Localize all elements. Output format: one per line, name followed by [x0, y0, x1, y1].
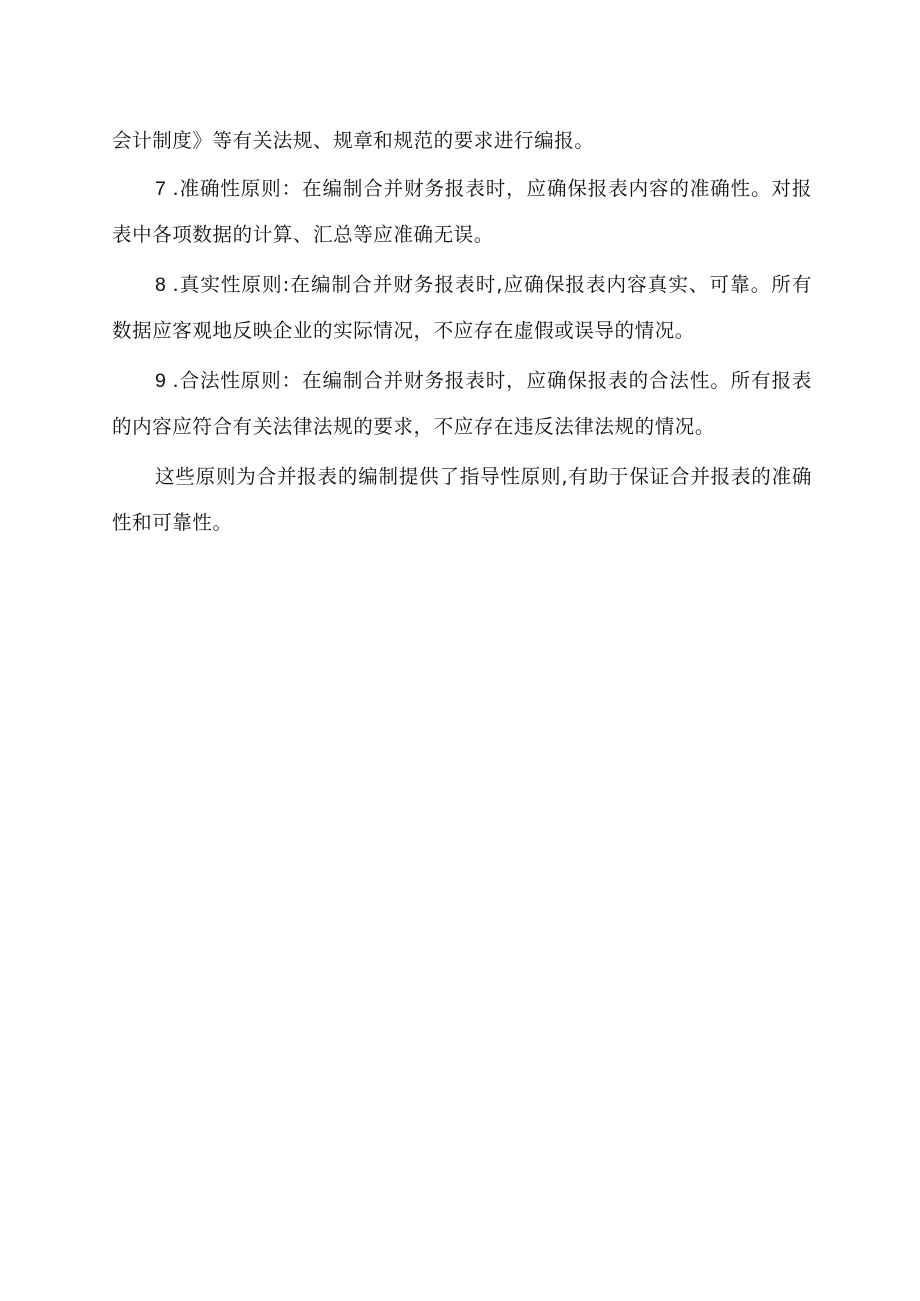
list-number: 8 — [155, 274, 167, 296]
list-number: 7 — [155, 178, 167, 200]
paragraph-text: .真实性原则:在编制合并财务报表时,应确保报表内容真实、可靠。所有数据应客观地反映企业的实际情况，不应存在虚假或误导的情况。 — [112, 273, 812, 342]
paragraph-summary — [112, 454, 812, 546]
list-number: 9 — [155, 370, 167, 392]
paragraph-text: .合法性原则：在编制合并财务报表时，应确保报表的合法性。所有报表的内容应符合有关法律法规的要求，不应存在违反法律法规的情况。 — [112, 369, 812, 438]
paragraph-continuation — [112, 118, 812, 164]
paragraph-principle-7 — [112, 166, 812, 258]
paragraph-text: 这些原则为合并报表的编制提供了指导性原则,有助于保证合并报表的准确性和可靠性。 — [112, 465, 812, 534]
paragraph-text: .准确性原则：在编制合并财务报表时，应确保报表内容的准确性。对报表中各项数据的计算、汇总等应准确无误。 — [112, 177, 812, 246]
paragraph-principle-8 — [112, 262, 812, 354]
paragraph-text: 会计制度》等有关法规、规章和规范的要求进行编报。 — [112, 129, 595, 152]
paragraph-principle-9 — [112, 358, 812, 450]
